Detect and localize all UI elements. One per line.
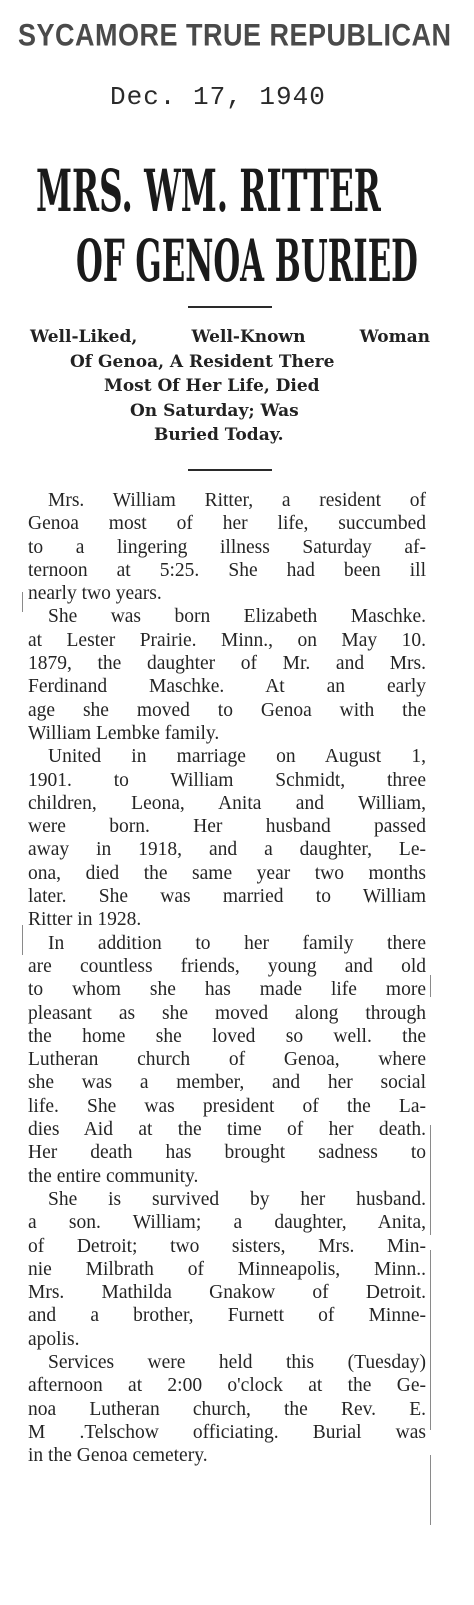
headline-line-2: OF GENOA BURIED xyxy=(76,228,418,296)
paragraph-line: pleasant as she moved along through xyxy=(28,1002,426,1024)
newspaper-masthead: SYCAMORE TRUE REPUBLICAN xyxy=(18,18,452,53)
paragraph-line: Ferdinand Maschke. At an early xyxy=(28,676,426,698)
paragraph-first-line: Services were held this (Tuesday) xyxy=(48,1351,426,1373)
paragraph-line: afternoon at 2:00 o'clock at the Ge- xyxy=(28,1375,426,1397)
paragraph-line: away in 1918, and a daughter, Le- xyxy=(28,839,426,861)
paragraph-line: at Lester Prairie. Minn., on May 10. xyxy=(28,629,426,651)
paragraph-first-line: In addition to her family there xyxy=(48,932,426,954)
paragraph-line: nearly two years. xyxy=(28,583,162,605)
divider-rule-bottom xyxy=(188,469,272,471)
paragraph-line: later. She was married to William xyxy=(28,886,426,908)
paragraph-first-line: United in marriage on August 1, xyxy=(48,746,426,768)
paragraph-line: ona, died the same year two months xyxy=(28,862,426,884)
paragraph-line: apolis. xyxy=(28,1328,80,1350)
paragraph-line: she was a member, and her social xyxy=(28,1072,426,1094)
paragraph-line: 1901. to William Schmidt, three xyxy=(28,769,426,791)
paragraph-line: a son. William; a daughter, Anita, xyxy=(28,1212,426,1234)
paragraph-line: to whom she has made life more xyxy=(28,979,426,1001)
headline-line-1: MRS. WM. RITTER xyxy=(36,158,381,226)
article-body xyxy=(28,489,426,1467)
paragraph-line: M .Telschow officiating. Burial was xyxy=(28,1421,426,1443)
column-margin-mark xyxy=(430,975,431,997)
paragraph-line: nie Milbrath of Minneapolis, Minn.. xyxy=(28,1258,426,1280)
paragraph-line: 1879, the daughter of Mr. and Mrs. xyxy=(28,653,426,675)
paragraph-line: age she moved to Genoa with the xyxy=(28,699,426,721)
column-margin-mark xyxy=(430,1125,431,1235)
paragraph-line: dies Aid at the time of her death. xyxy=(28,1119,426,1141)
paragraph-line: in the Genoa cemetery. xyxy=(28,1445,208,1467)
subhead-line: Most Of Her Life, Died xyxy=(104,376,320,396)
column-margin-mark xyxy=(22,592,23,612)
paragraph-line: life. She was president of the La- xyxy=(28,1095,426,1117)
paragraph-line: the home she loved so well. the xyxy=(28,1025,426,1047)
paragraph-first-line: Mrs. William Ritter, a resident of xyxy=(48,490,426,511)
paragraph-line: and a brother, Furnett of Minne- xyxy=(28,1305,426,1327)
subheadline xyxy=(30,325,430,448)
paragraph-line: Her death has brought sadness to xyxy=(28,1142,426,1164)
paragraph-line: children, Leona, Anita and William, xyxy=(28,792,426,814)
paragraph-first-line: She was born Elizabeth Maschke. xyxy=(48,606,426,628)
column-margin-mark xyxy=(430,1250,431,1430)
paragraph-line: Genoa most of her life, succumbed xyxy=(28,513,426,535)
paragraph-line: Lutheran church of Genoa, where xyxy=(28,1049,426,1071)
subhead-line: Well-Liked, Well-Known Woman xyxy=(30,327,430,347)
subhead-line: Of Genoa, A Resident There xyxy=(70,351,335,372)
subhead-line: Buried Today. xyxy=(154,425,284,445)
paragraph-line: Ritter in 1928. xyxy=(28,909,142,931)
paragraph-line: to a lingering illness Saturday af- xyxy=(28,536,426,558)
paragraph-line: Mrs. Mathilda Gnakow of Detroit. xyxy=(28,1282,426,1304)
paragraph-line: William Lembke family. xyxy=(28,722,220,744)
divider-rule-top xyxy=(188,306,272,308)
paragraph-first-line: She is survived by her husband. xyxy=(48,1188,426,1210)
paragraph-line: the entire community. xyxy=(28,1165,199,1187)
paragraph-line: noa Lutheran church, the Rev. E. xyxy=(28,1398,426,1420)
paragraph-line: were born. Her husband passed xyxy=(28,816,426,838)
publication-date: Dec. 17, 1940 xyxy=(110,82,326,112)
paragraph-line: of Detroit; two sisters, Mrs. Min- xyxy=(28,1235,426,1257)
paragraph-line: are countless friends, young and old xyxy=(28,955,426,977)
column-margin-mark xyxy=(22,925,23,955)
subhead-line: On Saturday; Was xyxy=(130,400,299,421)
column-margin-mark xyxy=(430,1455,431,1525)
paragraph-line: ternoon at 5:25. She had been ill xyxy=(28,559,426,581)
